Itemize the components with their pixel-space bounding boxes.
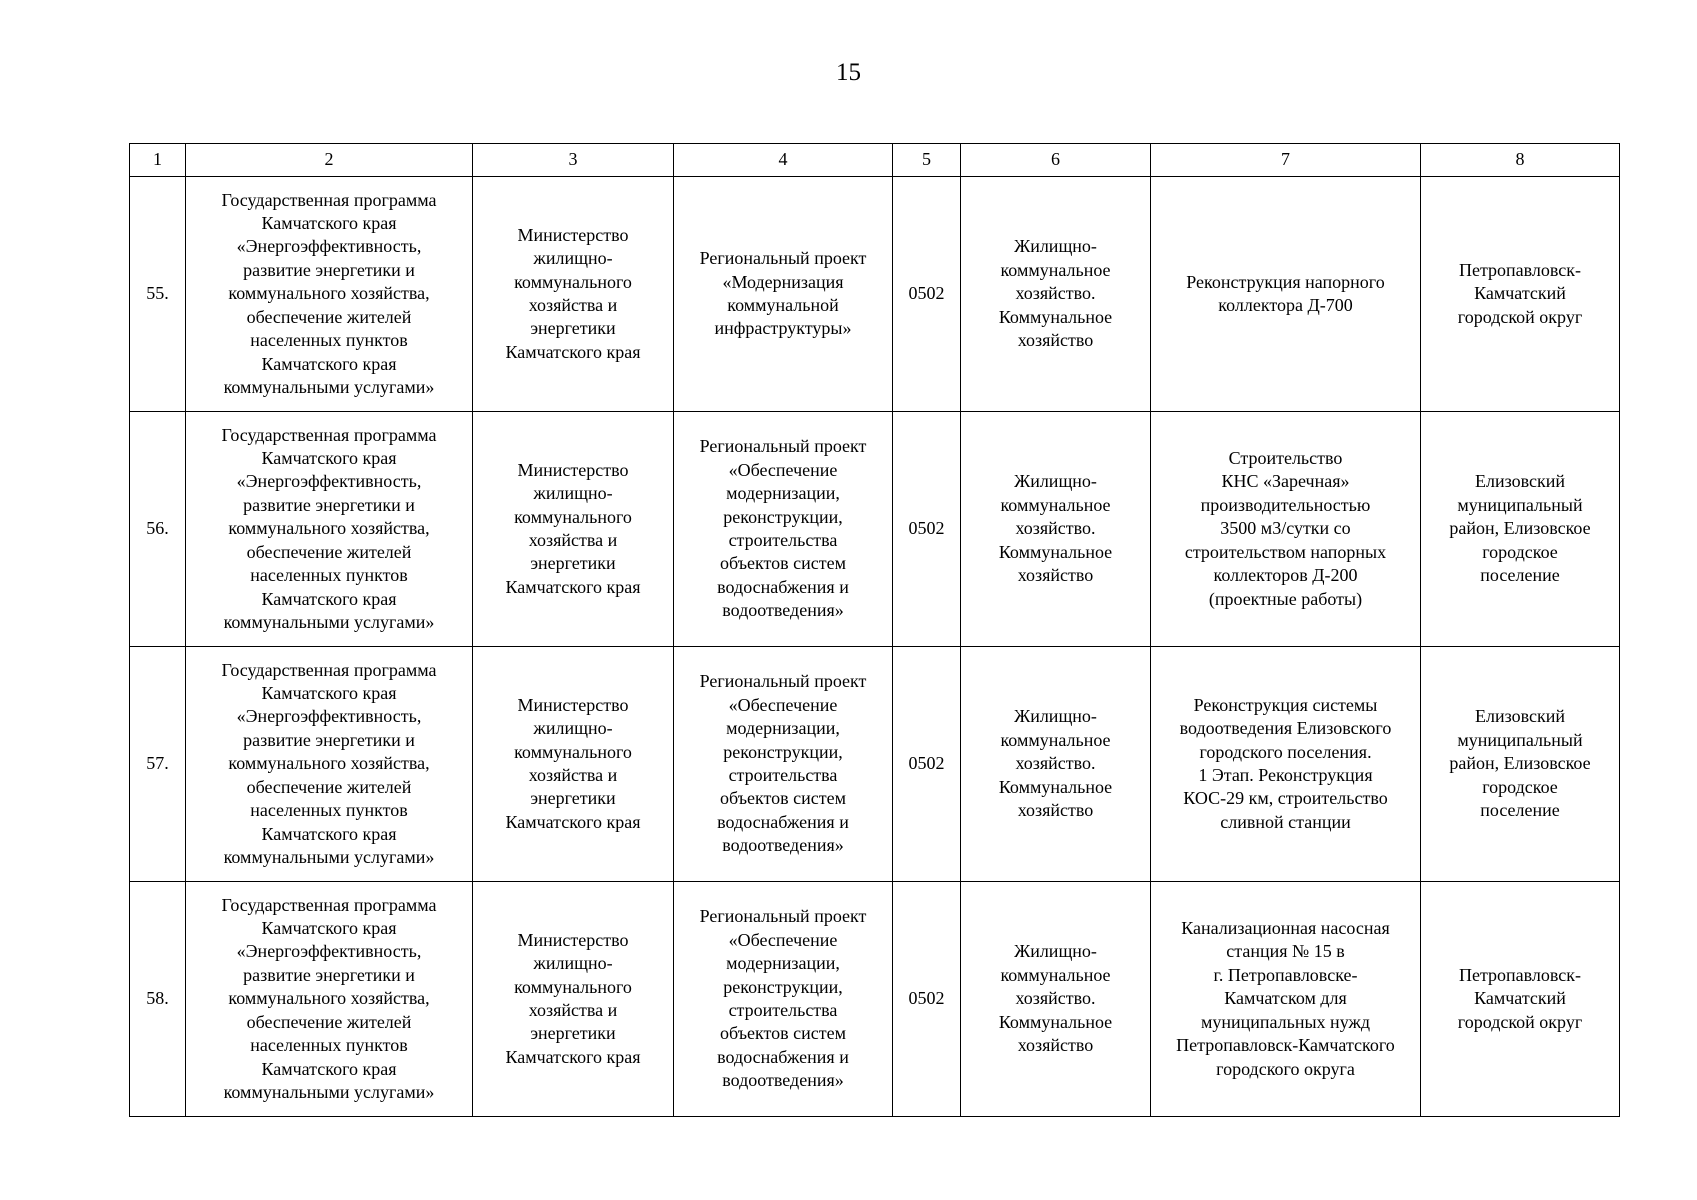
- program-cell: Государственная программа Камчатского края «Энергоэффективность, развитие энергетики и коммунального хозяйства, обеспечение жителей населенных пунктов Камчатского края коммунальными услугами»: [186, 177, 473, 412]
- column-header: 5: [893, 144, 961, 177]
- column-header: 8: [1421, 144, 1620, 177]
- table-row: [130, 177, 1620, 412]
- row-number: 55.: [130, 177, 186, 412]
- municipality-cell: Петропавловск- Камчатский городской округ: [1421, 177, 1620, 412]
- object-cell: Реконструкция системы водоотведения Елизовского городского поселения. 1 Этап. Реконструкция КОС-29 км, строительство сливной станции: [1151, 647, 1421, 882]
- column-header: 6: [961, 144, 1151, 177]
- column-header: 3: [473, 144, 674, 177]
- table-row: [130, 647, 1620, 882]
- table-row: [130, 412, 1620, 647]
- program-cell: Государственная программа Камчатского края «Энергоэффективность, развитие энергетики и коммунального хозяйства, обеспечение жителей населенных пунктов Камчатского края коммунальными услугами»: [186, 412, 473, 647]
- object-cell: Строительство КНС «Заречная» производительностью 3500 м3/сутки со строительством напорных коллекторов Д-200 (проектные работы): [1151, 412, 1421, 647]
- row-number: 58.: [130, 882, 186, 1117]
- municipality-cell: Елизовский муниципальный район, Елизовское городское поселение: [1421, 412, 1620, 647]
- table-row: [130, 882, 1620, 1117]
- project-cell: Региональный проект «Модернизация коммунальной инфраструктуры»: [674, 177, 893, 412]
- object-cell: Канализационная насосная станция № 15 в г. Петропавловске- Камчатском для муниципальных нужд Петропавловск-Камчатского городского округа: [1151, 882, 1421, 1117]
- code-cell: 0502: [893, 412, 961, 647]
- ministry-cell: Министерство жилищно- коммунального хозяйства и энергетики Камчатского края: [473, 412, 674, 647]
- municipality-cell: Петропавловск- Камчатский городской округ: [1421, 882, 1620, 1117]
- code-cell: 0502: [893, 177, 961, 412]
- program-cell: Государственная программа Камчатского края «Энергоэффективность, развитие энергетики и коммунального хозяйства, обеспечение жителей населенных пунктов Камчатского края коммунальными услугами»: [186, 882, 473, 1117]
- project-cell: Региональный проект «Обеспечение модернизации, реконструкции, строительства объектов систем водоснабжения и водоотведения»: [674, 647, 893, 882]
- ministry-cell: Министерство жилищно- коммунального хозяйства и энергетики Камчатского края: [473, 647, 674, 882]
- column-header: 7: [1151, 144, 1421, 177]
- code-cell: 0502: [893, 882, 961, 1117]
- program-cell: Государственная программа Камчатского края «Энергоэффективность, развитие энергетики и коммунального хозяйства, обеспечение жителей населенных пунктов Камчатского края коммунальными услугами»: [186, 647, 473, 882]
- column-header: 4: [674, 144, 893, 177]
- code-cell: 0502: [893, 647, 961, 882]
- row-number: 57.: [130, 647, 186, 882]
- ministry-cell: Министерство жилищно- коммунального хозяйства и энергетики Камчатского края: [473, 882, 674, 1117]
- sector-cell: Жилищно- коммунальное хозяйство. Коммунальное хозяйство: [961, 412, 1151, 647]
- row-number: 56.: [130, 412, 186, 647]
- data-table: [129, 143, 1620, 1117]
- project-cell: Региональный проект «Обеспечение модернизации, реконструкции, строительства объектов систем водоснабжения и водоотведения»: [674, 412, 893, 647]
- table-header-row: [130, 144, 1620, 177]
- ministry-cell: Министерство жилищно- коммунального хозяйства и энергетики Камчатского края: [473, 177, 674, 412]
- column-header: 1: [130, 144, 186, 177]
- municipality-cell: Елизовский муниципальный район, Елизовское городское поселение: [1421, 647, 1620, 882]
- sector-cell: Жилищно- коммунальное хозяйство. Коммунальное хозяйство: [961, 177, 1151, 412]
- project-cell: Региональный проект «Обеспечение модернизации, реконструкции, строительства объектов систем водоснабжения и водоотведения»: [674, 882, 893, 1117]
- page-number: 15: [836, 59, 861, 86]
- column-header: 2: [186, 144, 473, 177]
- sector-cell: Жилищно- коммунальное хозяйство. Коммунальное хозяйство: [961, 882, 1151, 1117]
- object-cell: Реконструкция напорного коллектора Д-700: [1151, 177, 1421, 412]
- sector-cell: Жилищно- коммунальное хозяйство. Коммунальное хозяйство: [961, 647, 1151, 882]
